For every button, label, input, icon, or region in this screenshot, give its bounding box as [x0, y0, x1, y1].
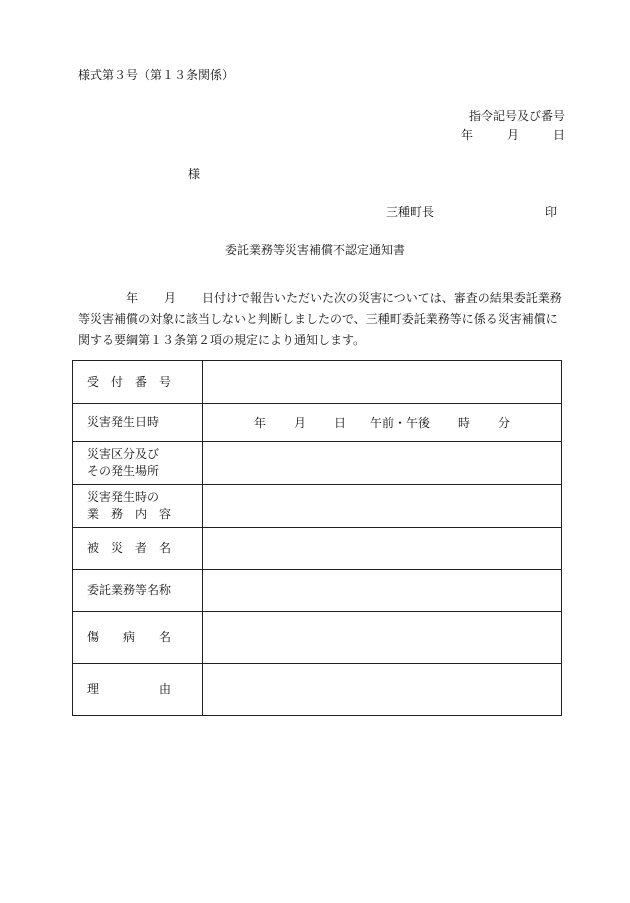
- sender-title: 三種町長: [386, 205, 435, 219]
- value-disaster-category-location: [203, 442, 562, 485]
- table-row: [73, 664, 562, 716]
- value-injury-illness-name: [203, 612, 562, 664]
- table-row: [73, 612, 562, 664]
- issue-date-month: 月: [506, 128, 519, 142]
- label-receipt-number: 受 付 番 号: [73, 361, 203, 404]
- table-row: [73, 528, 562, 570]
- label-injury-illness-name: 傷 病 名: [73, 612, 203, 664]
- value-receipt-number: [203, 361, 562, 404]
- table-row: [73, 442, 562, 485]
- issue-date: [461, 126, 565, 143]
- value-victim-name: [203, 528, 562, 570]
- notice-body: [78, 288, 568, 351]
- value-contracted-work-name: [203, 570, 562, 612]
- label-contracted-work-name: 委託業務等名称: [73, 570, 203, 612]
- label-disaster-category-location: 災害区分及び その発生場所: [73, 442, 203, 485]
- seal-mark: 印: [545, 205, 558, 219]
- report-table: [72, 360, 562, 716]
- label-victim-name: 被 災 者 名: [73, 528, 203, 570]
- issue-date-day: 日: [552, 128, 565, 142]
- body-month: 月: [164, 291, 177, 305]
- body-line-1: [78, 288, 568, 309]
- table-row: [73, 361, 562, 404]
- document-title: 委託業務等災害補償不認定通知書: [224, 243, 405, 257]
- body-line-2: 等災害補償の対象に該当しないと判断しましたので、三種町委託業務等に係る災害補償に: [78, 312, 558, 326]
- body-line-1-rest: 日付けで報告いただいた次の災害については、審査の結果委託業務: [202, 291, 562, 305]
- label-reason: 理 由: [73, 664, 203, 716]
- body-year: 年: [126, 291, 139, 305]
- issue-date-year: 年: [460, 128, 473, 142]
- table-row: [73, 485, 562, 528]
- value-work-content: [203, 485, 562, 528]
- addressee-suffix: 様: [188, 167, 201, 181]
- value-occurrence-datetime: 年 月 日 午前・午後 時 分: [203, 404, 562, 442]
- body-line-3: 関する要綱第１３条第２項の規定により通知します。: [78, 333, 366, 347]
- label-work-content: 災害発生時の 業 務 内 容: [73, 485, 203, 528]
- form-number: 様式第３号（第１３条関係）: [78, 68, 235, 82]
- value-reason: [203, 664, 562, 716]
- table-row: [73, 570, 562, 612]
- table-row: [73, 404, 562, 442]
- label-occurrence-datetime: 災害発生日時: [73, 404, 203, 442]
- reference-number-label: 指令記号及び番号: [468, 109, 565, 123]
